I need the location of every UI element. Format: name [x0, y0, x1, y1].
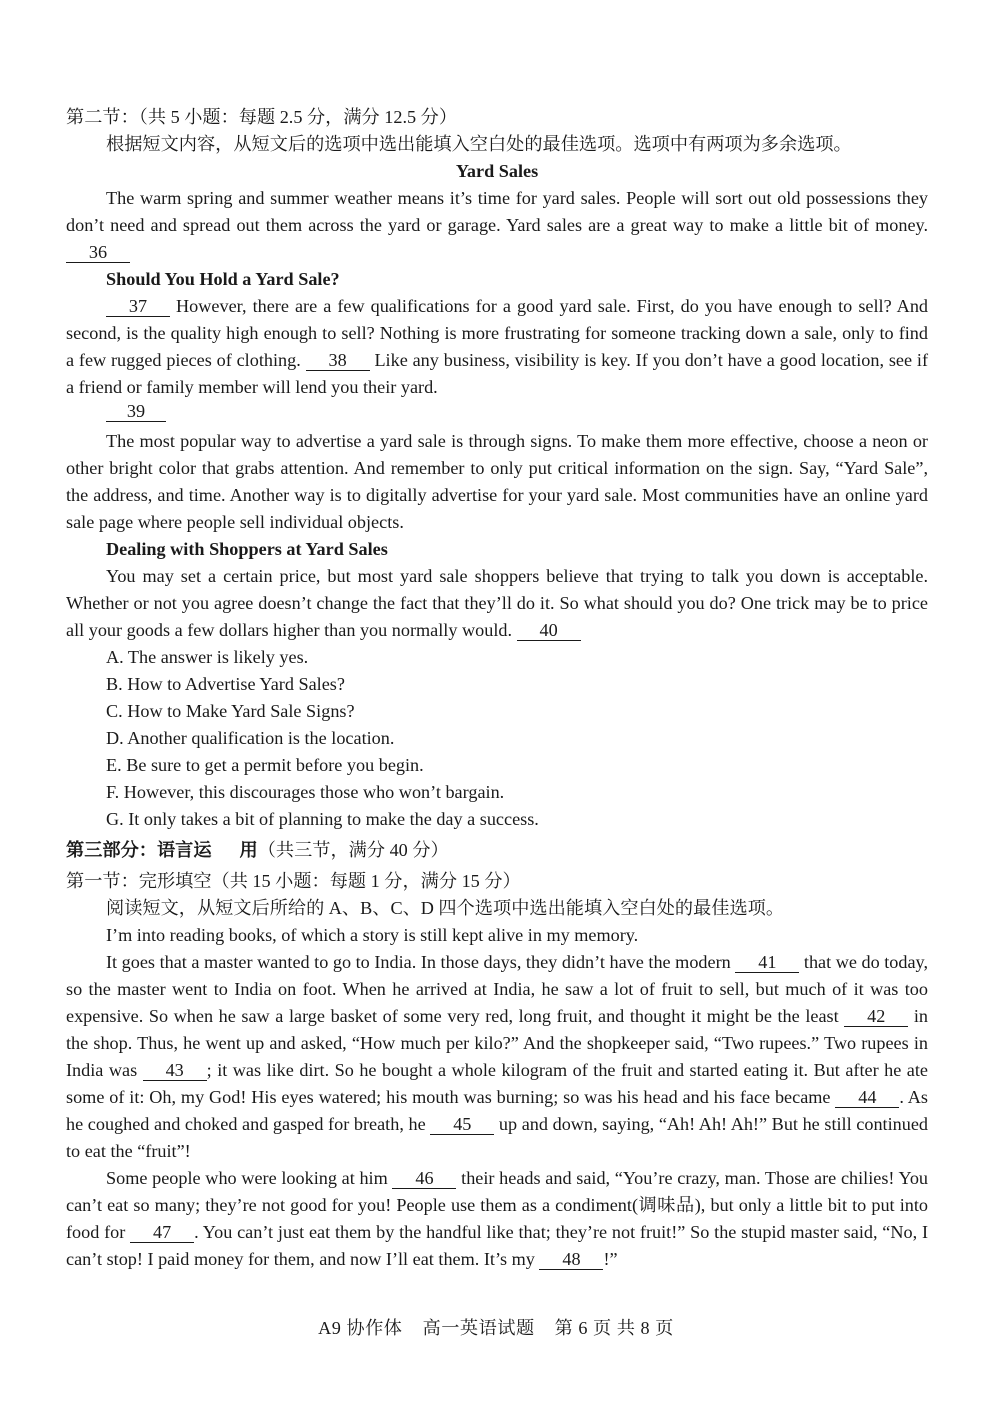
- option-g: G. It only takes a bit of planning to make the day a success.: [106, 809, 539, 829]
- option-b: B. How to Advertise Yard Sales?: [106, 674, 345, 694]
- blank-39: 39: [106, 401, 166, 422]
- exam-page: [66, 104, 928, 1273]
- blank-43: 43: [143, 1061, 207, 1081]
- cloze-paragraph-3: [66, 1165, 928, 1273]
- paragraph-text: their heads and said, “You’re crazy, man. Those are chilies! You can’t eat so many; they’re not good for you! People use them as a condiment(调味品), but only a little bit to put into food for: [66, 1168, 929, 1242]
- blank-45: 45: [430, 1115, 494, 1135]
- paragraph-text: !”: [603, 1249, 618, 1269]
- passage-title: Yard Sales: [455, 161, 539, 181]
- part3-heading-text: 第三部分：语言运: [66, 840, 212, 860]
- option-c: C. How to Make Yard Sale Signs?: [106, 701, 355, 721]
- paragraph-text: It goes that a master wanted to go to India. In those days, they didn’t have the modern: [106, 952, 731, 972]
- paragraph-text: . As he coughed and choked and gasped for breath, he: [66, 1087, 928, 1134]
- option-d: D. Another qualification is the location.: [106, 728, 395, 748]
- subheading-dealing-with-shoppers: Dealing with Shoppers at Yard Sales: [106, 539, 388, 559]
- cloze-paragraph-2: [66, 949, 928, 1165]
- footer-page-number: 第 6 页 共 8 页: [554, 1318, 674, 1338]
- blank-37: 37: [106, 297, 170, 317]
- section2-heading: 第二节：（共 5 小题：每题 2.5 分，满分 12.5 分）: [66, 107, 458, 127]
- option-a: A. The answer is likely yes.: [106, 647, 309, 667]
- footer-subject: 高一英语试题: [422, 1318, 535, 1338]
- paragraph-text: You may set a certain price, but most yard sale shoppers believe that trying to talk you down is acceptable. Whether or not you agree doesn’t change the fact that they’ll do it. So what should you do? One trick may be to price all your goods a few dollars higher than you normally would.: [66, 566, 928, 640]
- blank-40: 40: [517, 621, 581, 641]
- part3-heading-score: （共三节，满分 40 分）: [257, 840, 449, 860]
- blank-38: 38: [306, 351, 370, 371]
- blank-42: 42: [844, 1007, 908, 1027]
- paragraph-text: Some people who were looking at him: [106, 1168, 388, 1188]
- blank-41: 41: [735, 953, 799, 973]
- passage-paragraph-2: [66, 293, 928, 401]
- section1-instruction: 阅读短文，从短文后所给的 A、B、C、D 四个选项中选出能填入空白处的最佳选项。: [106, 898, 785, 918]
- part3-heading: [66, 837, 928, 864]
- paragraph-text: The warm spring and summer weather means it’s time for yard sales. People will sort out old possessions they don’t need and spread out them across the yard or garage. Yard sales are a great way to make a little bit of money.: [66, 188, 928, 235]
- blank-36: 36: [66, 243, 130, 263]
- passage-paragraph-4: [66, 563, 928, 644]
- section2-instruction: 根据短文内容，从短文后的选项中选出能填入空白处的最佳选项。选项中有两项为多余选项。: [106, 134, 852, 154]
- paragraph-text: ; it was like dirt. So he bought a whole kilogram of the fruit and started eating it. But after he ate some of it: Oh, my God! His eyes watered; his mouth was burning; so was his head and his face became: [66, 1060, 929, 1107]
- cloze-paragraph-1: I’m into reading books, of which a story is still kept alive in my memory.: [106, 925, 639, 945]
- footer-org: A9 协作体: [318, 1318, 403, 1338]
- paragraph-text: that we do today, so the master went to India on foot. When he arrived at India, he saw a lot of fruit to sell, but much of it was too expensive. So when he saw a large basket of some very red, long fruit, and thought it might be the least: [66, 952, 929, 1026]
- paragraph-text: . You can’t just eat them by the handful like that; they’re not fruit!” So the stupid master said, “No, I can’t stop! I paid money for them, and now I’ll eat them. It’s my: [66, 1222, 929, 1269]
- paragraph-text: Like any business, visibility is key. If you don’t have a good location, see if a friend or family member will lend you their yard.: [66, 350, 929, 397]
- part3-heading-text: 用: [239, 840, 258, 860]
- blank-44: 44: [835, 1088, 899, 1108]
- option-f: F. However, this discourages those who won’t bargain.: [106, 782, 505, 802]
- blank-48: 48: [539, 1250, 603, 1270]
- subheading-should-you-hold: Should You Hold a Yard Sale?: [106, 269, 340, 289]
- option-e: E. Be sure to get a permit before you begin.: [106, 755, 424, 775]
- paragraph-text: However, there are a few qualifications for a good yard sale. First, do you have enough to sell? And second, is the quality high enough to sell? Nothing is more frustrating for someone tracking down a sale, only to find a few rugged pieces of clothing.: [66, 296, 929, 370]
- paragraph-text: up and down, saying, “Ah! Ah! Ah!” But he still continued to eat the “fruit”!: [66, 1114, 929, 1161]
- page-footer: [0, 1314, 992, 1340]
- blank-46: 46: [392, 1169, 456, 1189]
- blank-47: 47: [130, 1223, 194, 1243]
- section1-heading: 第一节：完形填空（共 15 小题：每题 1 分，满分 15 分）: [66, 871, 521, 891]
- paragraph-text: in the shop. Thus, he went up and asked, “How much per kilo?” And the shopkeeper said, “Two rupees.” Two rupees in India was: [66, 1006, 928, 1080]
- passage-paragraph-3: The most popular way to advertise a yard sale is through signs. To make them more effective, choose a neon or other bright color that grabs attention. And remember to only put critical information on the sign. Say, “Yard Sale”, the address, and time. Another way is to digitally advertise for your yard sale. Most communities have an online yard sale page where people sell individual objects.: [66, 431, 928, 532]
- passage-paragraph-1: [66, 185, 928, 266]
